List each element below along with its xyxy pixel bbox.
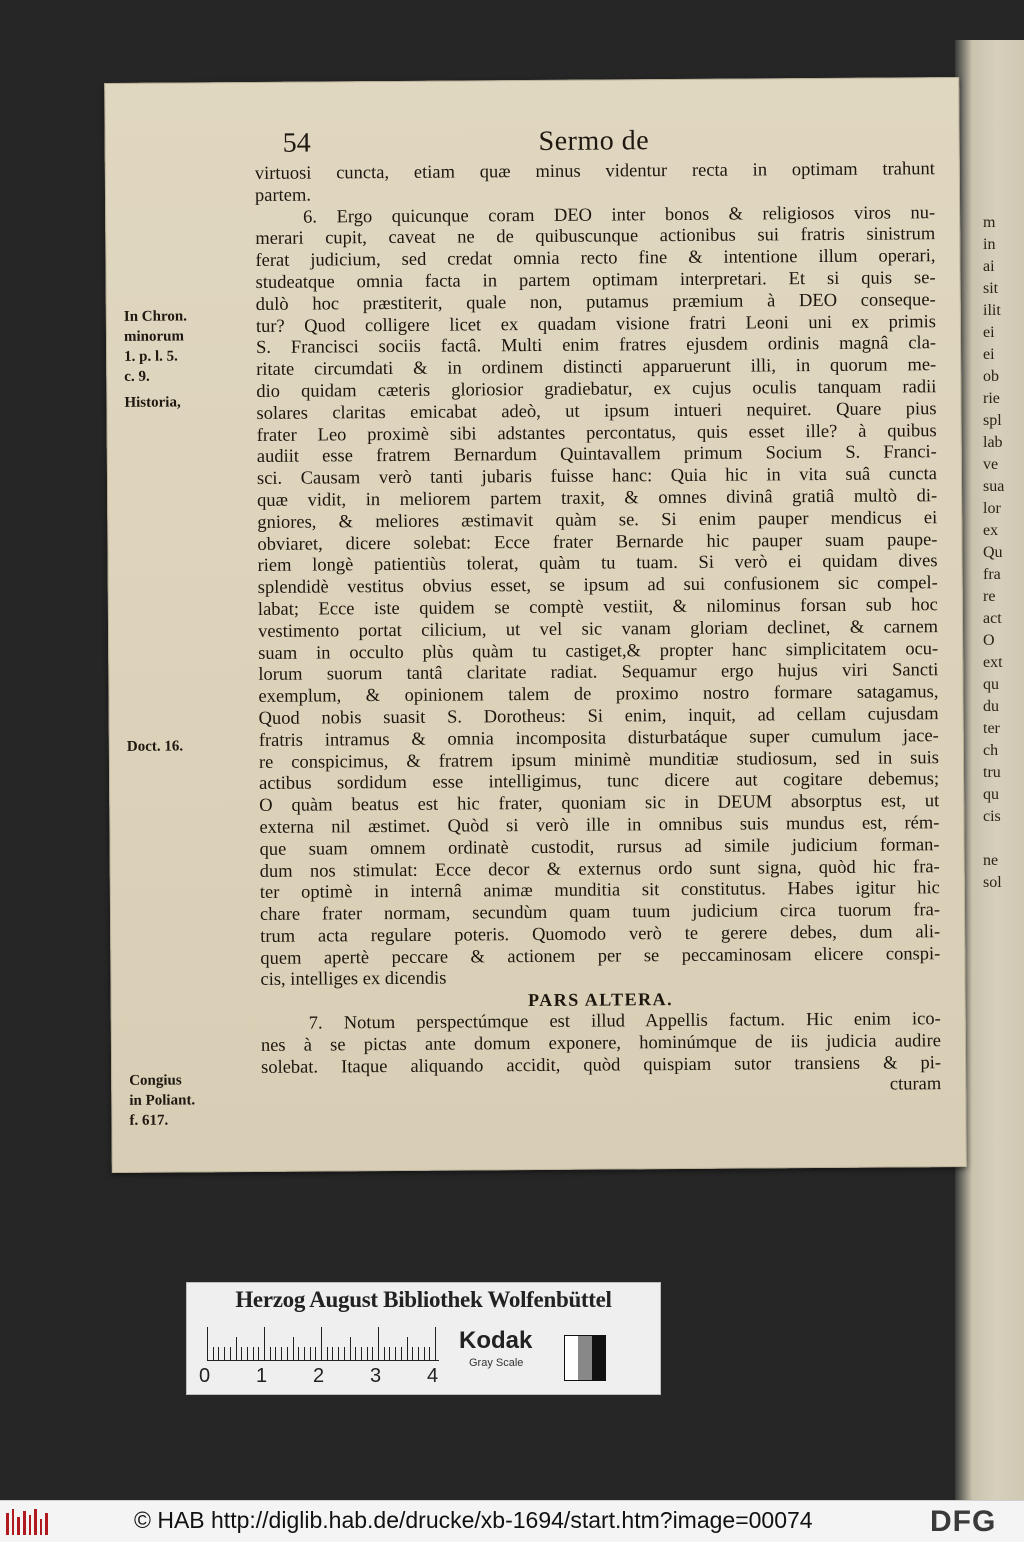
- adjacent-text-fragment: sit: [983, 280, 999, 297]
- ruler-tick: [218, 1347, 219, 1361]
- adjacent-text-fragment: ne: [983, 852, 999, 869]
- adjacent-text-fragment: du: [983, 698, 999, 715]
- text-line: S. Francisci sociis factâ. Multi enim fratres ejusdem ordinis magnâ cla-: [255, 333, 937, 359]
- adjacent-text-fragment: qu: [983, 676, 999, 693]
- dfg-logo: DFG: [930, 1505, 997, 1538]
- adjacent-text-fragment: tru: [983, 764, 1001, 781]
- adjacent-text-fragment: spl: [983, 412, 1002, 429]
- running-title: Sermo de: [538, 125, 650, 157]
- ruler-tick: [407, 1337, 408, 1361]
- ruler-tick: [412, 1347, 413, 1361]
- text-line: partem.: [254, 185, 312, 206]
- adjacent-text-fragment: ei: [983, 346, 995, 363]
- ruler-tick: [236, 1337, 237, 1361]
- ruler-tick: [384, 1347, 385, 1361]
- footer-link[interactable]: © HAB http://diglib.hab.de/drucke/xb-1694/start.htm?image=00074: [134, 1507, 813, 1533]
- ruler-tick: [355, 1347, 356, 1361]
- text-line: tur? Quod colligere licet ex quadam visione fratri Leoni uni ex primis: [255, 311, 936, 337]
- text-line: chare frater normam, secundùm quam tuum judicium circa tuorum fra-: [259, 900, 941, 926]
- text-line: sci. Causam verò tanti jubaris fuisse hanc: Quia hic in vita suâ cuncta: [256, 464, 938, 490]
- adjacent-text-fragment: rie: [983, 390, 1000, 407]
- margin-note: Doct. 16.: [126, 738, 184, 755]
- text-line: merari cupit, caveat ne de quibuscunque actionibus sui fratris sinistrum: [255, 224, 936, 250]
- gray-scale-label: Gray Scale: [469, 1357, 524, 1369]
- margin-note: Congius in Poliant. f. 617.: [129, 1072, 196, 1129]
- text-line: exemplum, & opinionem talem de proximo nostro formare satagamus,: [258, 682, 939, 708]
- ruler-tick: [224, 1347, 225, 1361]
- ruler-tick: [338, 1347, 339, 1361]
- ruler-tick: [332, 1347, 333, 1361]
- text-line: obviaret, dicere solebat: Ecce frater Bernarde hic pauper suam paupe-: [257, 529, 938, 555]
- adjacent-text-fragment: lab: [983, 434, 1003, 451]
- ruler-tick: [298, 1347, 299, 1361]
- ruler-tick: [247, 1347, 248, 1361]
- text-line: Quod nobis suasit S. Dorotheus: Si enim, inquit, ad cellam cujusdam: [258, 704, 939, 729]
- text-line: fratris intramus & omnia incomposita disturbatáque super cumulum jace-: [258, 725, 939, 751]
- adjacent-text-fragment: ext: [983, 654, 1003, 671]
- ruler-tick: [327, 1347, 328, 1361]
- ruler-tick: [350, 1337, 351, 1361]
- text-line: ter optimè in internâ animæ munditia sit constitutus. Habes igitur hic: [259, 878, 940, 904]
- adjacent-text-fragment: ex: [983, 522, 999, 539]
- ruler-tick: [253, 1347, 254, 1361]
- text-line: quæ vidit, in meliorem partem traxit, & omnes divinâ gratiâ multò di-: [257, 486, 938, 511]
- ruler-label: 0: [199, 1365, 211, 1387]
- ruler-tick: [418, 1347, 419, 1361]
- text-line: dum nos stimulat: Ecce decor & externus ordo sunt signa, quòd hic fra-: [259, 856, 940, 882]
- text-line: trum acta regulare poteris. Quomodo verò te gerere debes, dum ali-: [260, 922, 941, 947]
- ruler-label: 4: [427, 1365, 439, 1387]
- text-line: actibus sordidum esse intelligimus, tunc dicere aut cogitare debemus;: [259, 769, 940, 795]
- text-line: re conspicimus, & fratrem ipsum minimè munditiæ studiosum, sed in suis: [258, 747, 940, 773]
- margin-notes: [122, 82, 262, 1129]
- hab-logo-icon: [6, 1509, 48, 1535]
- text-line: cis, intelliges ex dicendis: [260, 969, 447, 991]
- adjacent-text-fragment: sol: [983, 874, 1002, 891]
- text-line: vestimento portat cilicium, ut vel sic vanam gloriam declinet, & carnem: [257, 616, 939, 642]
- ruler-tick: [241, 1347, 242, 1361]
- text-line: 6. Ergo quicunque coram DEO inter bonos & religiosos viros nu-: [303, 202, 936, 228]
- page-number: 54: [282, 127, 311, 159]
- adjacent-text-fragment: qu: [983, 786, 999, 803]
- ruler-tick: [361, 1347, 362, 1361]
- adjacent-text-fragment: act: [983, 610, 1002, 627]
- ruler: [207, 1325, 439, 1361]
- body-text: [255, 159, 942, 1101]
- ruler-tick: [378, 1327, 379, 1361]
- ruler-labels: [199, 1365, 459, 1389]
- patch-gray: [578, 1336, 591, 1380]
- adjacent-text-fragment: fra: [983, 566, 1001, 583]
- ruler-tick: [293, 1337, 294, 1361]
- text-line: gniores, & meliores æstimavit quàm se. Si enim pauper mendicus ei: [257, 507, 938, 533]
- ruler-tick: [395, 1347, 396, 1361]
- ruler-label: 3: [370, 1365, 382, 1387]
- text-line: ferat judicium, sed credat omnia recto fine & intentione illum operari,: [255, 246, 936, 272]
- ruler-tick: [401, 1347, 402, 1361]
- ruler-tick: [435, 1327, 436, 1361]
- text-line: O quàm beatus est hic frater, quoniam sic in DEUM absorptus est, ut: [259, 791, 940, 817]
- adjacent-text-fragment: lor: [983, 500, 1001, 517]
- ruler-tick: [207, 1327, 208, 1361]
- text-line: solebat. Itaque aliquando accidit, quòd quispiam sutor transiens & pi-: [261, 1052, 942, 1078]
- text-line: que suam omnem ordinatè custodit, rursus ad simile judicium forman-: [259, 834, 940, 860]
- library-name: Herzog August Bibliothek Wolfenbüttel: [235, 1287, 612, 1312]
- color-calibration-card: [186, 1282, 661, 1395]
- ruler-tick: [270, 1347, 271, 1361]
- adjacent-text-fragment: ch: [983, 742, 999, 759]
- text-line: cturam: [889, 1074, 942, 1096]
- ruler-label: 1: [256, 1365, 268, 1387]
- adjacent-text-fragment: re: [983, 588, 996, 605]
- ruler-tick: [321, 1327, 322, 1361]
- text-line: solares claritas emicabat adeò, ut ipsum intueri nequiret. Quare pius: [256, 398, 937, 424]
- ruler-tick: [367, 1347, 368, 1361]
- ruler-label: 2: [313, 1365, 325, 1387]
- text-line: riem longè patientiùs tolerat, quàm tu tuam. Si verò ei quidam dives: [257, 551, 938, 577]
- adjacent-text-fragment: m: [983, 214, 996, 231]
- text-line: splendidè vestitus obvius esset, se ipsum ad sui confusionem sic compel-: [257, 573, 938, 599]
- text-line: labat; Ecce iste quidem se comptè vestiit, & nilominus forsan sub hoc: [257, 595, 938, 620]
- text-line: lorum suorum tantâ claritate radiat. Sequamur ergo hujus viri Sancti: [258, 660, 939, 686]
- text-line: dio quidam cæteris gloriosior gradiebatur, ex cujus oculis tanquam radii: [256, 377, 937, 402]
- ruler-tick: [344, 1347, 345, 1361]
- adjacent-text-fragment: ve: [983, 456, 999, 473]
- text-line: externa nil æstimet. Quòd si verò ille in omnibus suis mundus est, rém-: [259, 813, 940, 838]
- section-heading: PARS ALTERA.: [528, 989, 674, 1011]
- text-line: 7. Notum perspectúmque est illud Appellis factum. Hic enim ico-: [308, 1009, 941, 1034]
- margin-note: Historia,: [124, 394, 181, 411]
- footer-bar: [0, 1500, 1024, 1542]
- adjacent-text-fragment: ei: [983, 324, 995, 341]
- text-line: dulò hoc præstiterit, quale non, putamus præmium à DEO conseque-: [255, 289, 936, 315]
- text-line: virtuosi cuncta, etiam quæ minus videntur recta in optimam trahunt: [254, 159, 935, 184]
- ruler-tick: [315, 1347, 316, 1361]
- ruler-tick: [372, 1347, 373, 1361]
- ruler-tick: [304, 1347, 305, 1361]
- adjacent-page-strip: [955, 40, 1024, 1500]
- text-line: suam in occulto plùs quàm tu castiget,& propter hanc simplicitatem ocu-: [258, 638, 939, 664]
- ruler-tick: [275, 1347, 276, 1361]
- text-line: audiit esse fratrem Bernardum Quintavallem primum Socium S. Franci-: [256, 442, 937, 468]
- patch-white: [565, 1336, 578, 1380]
- ruler-tick: [264, 1327, 265, 1361]
- ruler-tick: [281, 1347, 282, 1361]
- text-line: frater Leo proximè sibi adstantes percontatus, quis esset ille? à quibus: [256, 420, 937, 446]
- patch-black: [592, 1336, 605, 1380]
- adjacent-text-fragment: sua: [983, 478, 1005, 495]
- text-line: studeatque omnia facta in partem optimam interpretari. Et si quis se-: [255, 268, 936, 293]
- ruler-tick: [424, 1347, 425, 1361]
- adjacent-text-fragment: ai: [983, 258, 995, 275]
- adjacent-text-fragment: Qu: [983, 544, 1003, 561]
- text-line: nes à se pictas ante domum exponere, hominúmque de iis judicia audire: [260, 1031, 941, 1056]
- ruler-tick: [258, 1347, 259, 1361]
- ruler-tick: [230, 1347, 231, 1361]
- kodak-logo: Kodak: [459, 1327, 533, 1354]
- ruler-tick: [429, 1347, 430, 1361]
- adjacent-text-fragment: ob: [983, 368, 999, 385]
- margin-note: In Chron. minorum 1. p. l. 5. c. 9.: [123, 308, 187, 385]
- adjacent-text-fragment: cis: [983, 808, 1001, 825]
- ruler-tick: [213, 1347, 214, 1361]
- adjacent-text-fragment: ilit: [983, 302, 1001, 319]
- text-line: ritate circumdati & in ordinem distincti apparuerunt illi, in quorum me-: [256, 355, 937, 381]
- ruler-tick: [389, 1347, 390, 1361]
- adjacent-text-fragment: ter: [983, 720, 1000, 737]
- ruler-tick: [287, 1347, 288, 1361]
- ruler-tick: [310, 1347, 311, 1361]
- book-page: [104, 77, 967, 1173]
- adjacent-text-fragment: in: [983, 236, 996, 253]
- text-line: quem apertè peccare & actionem per se peccaminosam elicere conspi-: [260, 943, 941, 969]
- gray-scale-patches: [564, 1335, 606, 1381]
- adjacent-text-fragment: O: [983, 632, 995, 649]
